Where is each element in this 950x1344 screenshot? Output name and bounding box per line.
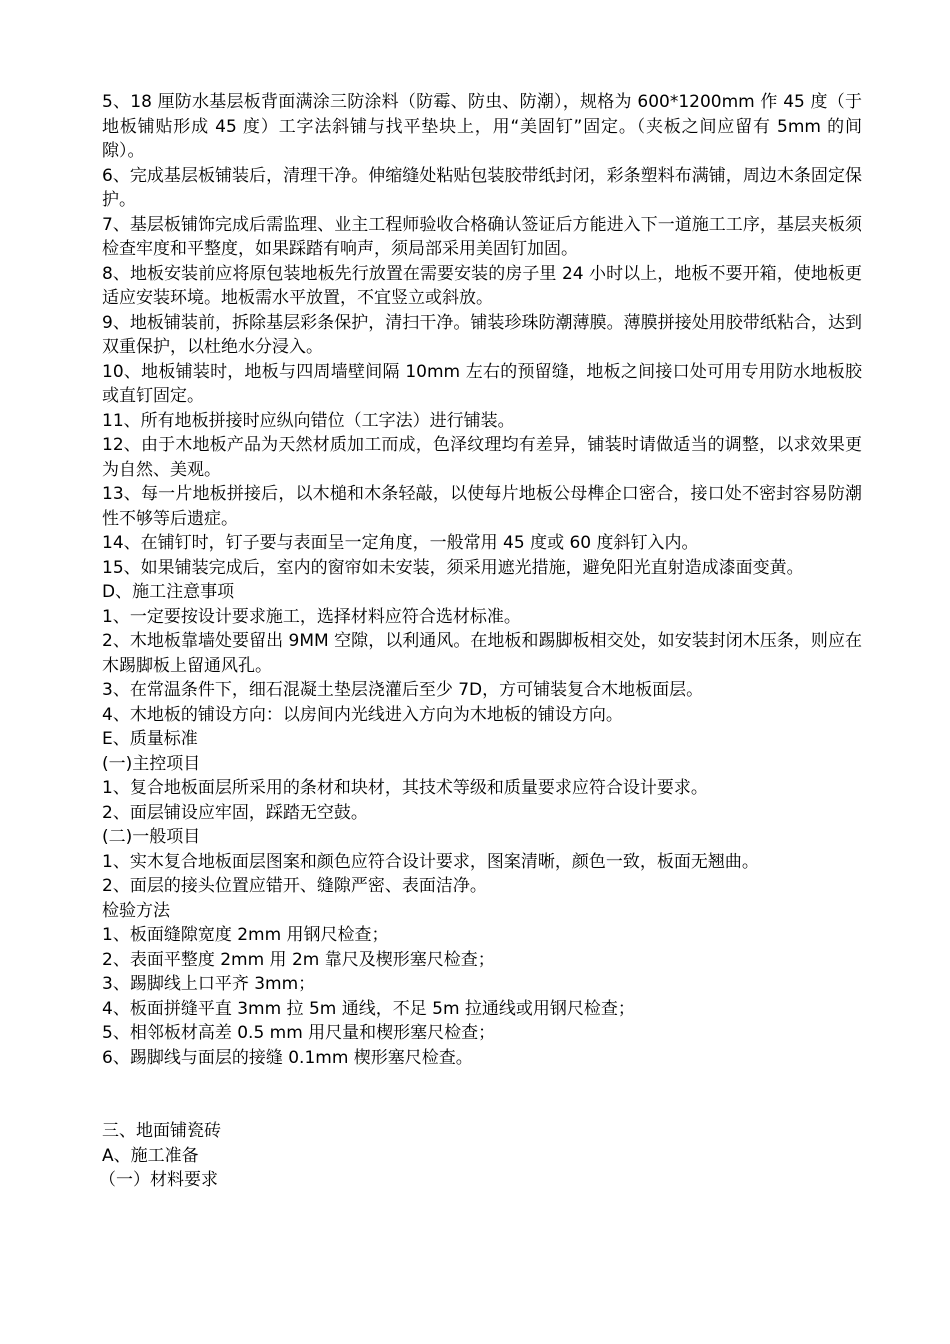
inspection-method-item-2: 2、表面平整度 2mm 用 2m 靠尺及楔形塞尺检查； xyxy=(102,949,495,970)
general-items-title: (二)一般项目 xyxy=(102,827,201,847)
main-items-title: (一)主控项目 xyxy=(102,753,201,774)
section-3-subtitle-a: A、施工准备 xyxy=(102,1145,199,1166)
section-d-title: D、施工注意事项 xyxy=(102,582,235,602)
paragraph-item-12: 12、由于木地板产品为天然材质加工而成，色泽纹理均有差异，铺装时请做适当的调整，以求效果更为自然、美观。 xyxy=(102,435,862,480)
inspection-method-title: 检验方法 xyxy=(102,900,170,921)
inspection-method-item-4: 4、板面拼缝平直 3mm 拉 5m 通线，不足 5m 拉通线或用钢尺检查； xyxy=(102,998,635,1019)
paragraph-item-11: 11、所有地板拼接时应纵向错位（工字法）进行铺装。 xyxy=(102,410,515,431)
paragraph-item-5: 5、18 厘防水基层板背面满涂三防涂料（防霉、防虫、防潮），规格为 600*1200mm 作 45 度（于地板铺贴形成 45 度）工字法斜铺与找平垫块上，用“美固钉”固定。（夹板之间应留有 5mm 的间隙）。 xyxy=(102,92,862,161)
paragraph-item-10: 10、地板铺装时，地板与四周墙壁间隔 10mm 左右的预留缝，地板之间接口处可用专用防水地板胶或直钉固定。 xyxy=(102,361,862,406)
general-item-2: 2、面层的接头位置应错开、缝隙严密、表面洁净。 xyxy=(102,876,487,896)
paragraph-item-15: 15、如果铺装完成后，室内的窗帘如未安装，须采用遮光措施，避免阳光直射造成漆面变黄。 xyxy=(102,557,804,578)
paragraph-item-13: 13、每一片地板拼接后，以木槌和木条轻敲，以使每片地板公母榫企口密合，接口处不密封容易防潮性不够等后遗症。 xyxy=(102,484,862,529)
main-item-1: 1、复合地板面层所采用的条材和块材，其技术等级和质量要求应符合设计要求。 xyxy=(102,778,708,798)
inspection-method-item-5: 5、相邻板材高差 0.5 mm 用尺量和楔形塞尺检查； xyxy=(102,1023,496,1043)
paragraph-item-14: 14、在铺钉时，钉子要与表面呈一定角度，一般常用 45 度或 60 度斜钉入内。 xyxy=(102,533,699,553)
paragraph-item-7: 7、基层板铺饰完成后需监理、业主工程师验收合格确认签证后方能进入下一道施工工序，基层夹板须检查牢度和平整度，如果踩踏有响声，须局部采用美固钉加固。 xyxy=(102,214,862,259)
section-e-title: E、质量标准 xyxy=(102,729,198,749)
paragraph-item-6: 6、完成基层板铺装后，清理干净。伸缩缝处粘贴包装胶带纸封闭，彩条塑料布满铺，周边木条固定保护。 xyxy=(102,165,862,210)
section-3-subtitle-1: （一）材料要求 xyxy=(99,1170,218,1190)
section-d-item-4: 4、木地板的铺设方向：以房间内光线进入方向为木地板的铺设方向。 xyxy=(102,704,623,725)
general-item-1: 1、实木复合地板面层图案和颜色应符合设计要求，图案清晰，颜色一致，板面无翘曲。 xyxy=(102,851,759,872)
document-body xyxy=(90,90,862,1193)
section-spacer xyxy=(90,1070,862,1119)
inspection-method-item-1: 1、板面缝隙宽度 2mm 用钢尺检查； xyxy=(102,925,389,945)
section-d-item-2: 2、木地板靠墙处要留出 9MM 空隙，以利通风。在地板和踢脚板相交处，如安装封闭木压条，则应在木踢脚板上留通风孔。 xyxy=(102,631,862,676)
section-3-title: 三、地面铺瓷砖 xyxy=(102,1121,221,1141)
inspection-method-item-6: 6、踢脚线与面层的接缝 0.1mm 楔形塞尺检查。 xyxy=(102,1047,473,1068)
paragraph-item-8: 8、地板安装前应将原包装地板先行放置在需要安装的房子里 24 小时以上，地板不要开箱，使地板更适应安装环境。地板需水平放置，不宜竖立或斜放。 xyxy=(102,263,862,308)
paragraph-item-9: 9、地板铺装前，拆除基层彩条保护，清扫干净。铺装珍珠防潮薄膜。薄膜拼接处用胶带纸粘合，达到双重保护，以杜绝水分浸入。 xyxy=(102,312,862,357)
main-item-2: 2、面层铺设应牢固，踩踏无空鼓。 xyxy=(102,802,368,823)
section-d-item-3: 3、在常温条件下，细石混凝土垫层浇灌后至少 7D，方可铺装复合木地板面层。 xyxy=(102,680,704,700)
section-d-item-1: 1、一定要按设计要求施工，选择材料应符合选材标准。 xyxy=(102,606,521,627)
inspection-method-item-3: 3、踢脚线上口平齐 3mm； xyxy=(102,974,316,994)
